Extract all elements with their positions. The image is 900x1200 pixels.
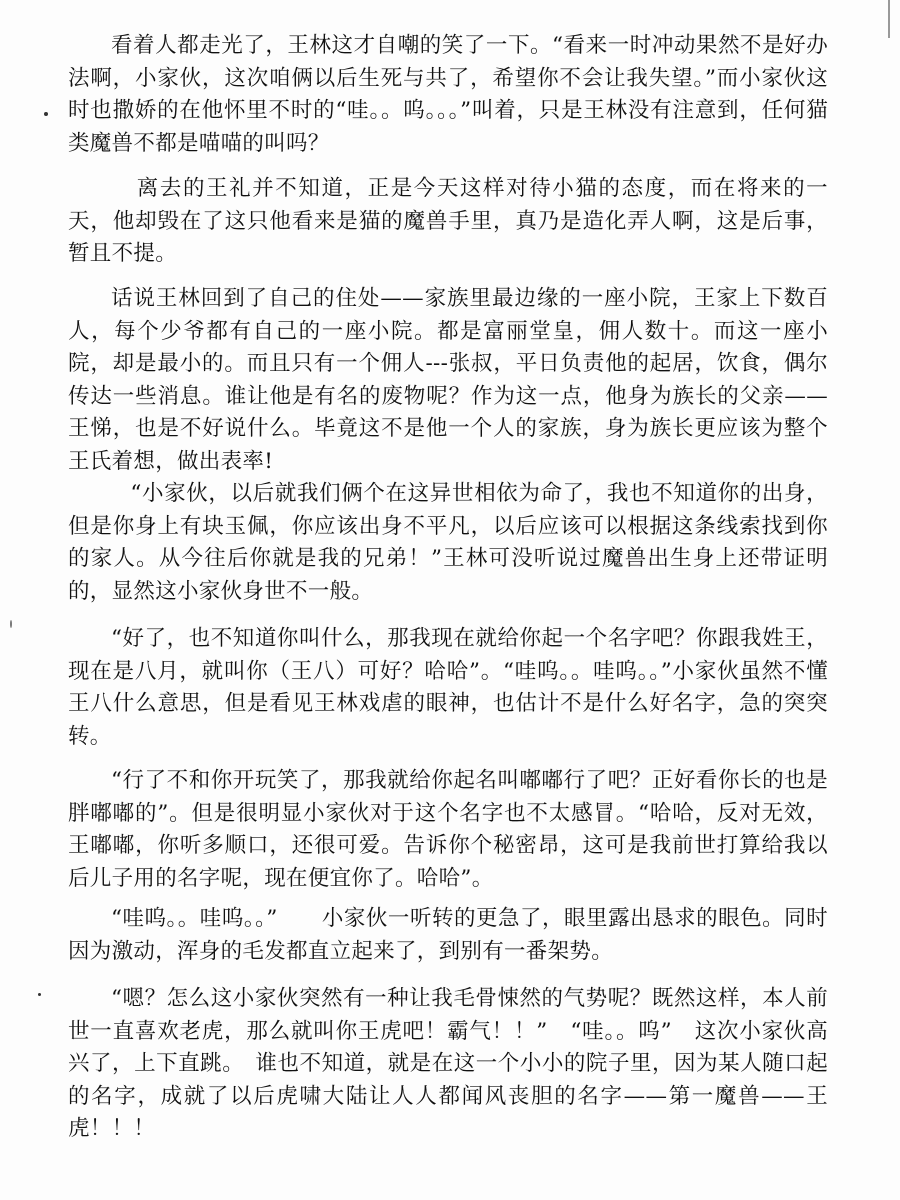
paragraph-5: “好了，也不知道你叫什么，那我现在就给你起一个名字吧？你跟我姓王，现在是八月，就叫你（王八）可好？哈哈”。“哇呜。。哇呜。。”小家伙虽然不懂王八什么意思，但是看见王林戏虐的眼神，也估计不是什么好名字，急的突突转。	[68, 626, 828, 749]
scan-speck	[44, 112, 48, 116]
paragraph-7: “哇呜。。哇呜。。” 小家伙一听转的更急了，眼里露出恳求的眼色。同时因为激动，浑身的毛发都直立起来了，到别有一番架势。	[68, 906, 828, 964]
paragraph-6: “行了不和你开玩笑了，那我就给你起名叫嘟嘟行了吧？正好看你长的也是胖嘟嘟的”。但是很明显小家伙对于这个名字也不太感冒。“哈哈，反对无效，王嘟嘟，你听多顺口，还很可爱。告诉你个秘密昂，这可是我前世打算给我以后儿子用的名字呢，现在便宜你了。哈哈”。	[68, 768, 828, 891]
paragraph-8: “嗯？怎么这小家伙突然有一种让我毛骨悚然的气势呢？既然这样，本人前世一直喜欢老虎，那么就叫你王虎吧！霸气！！” “哇。。呜” 这次小家伙高兴了，上下直跳。 谁也不知道，就是在这一个小小的院子里，因为某人随口起的名字，成就了以后虎啸大陆让人人都闻风丧胆的名字——第一魔兽——王虎！！！	[68, 986, 828, 1141]
scan-speck	[38, 993, 41, 996]
paragraph-2: 离去的王礼并不知道，正是今天这样对待小猫的态度，而在将来的一天，他却毁在了这只他看来是猫的魔兽手里，真乃是造化弄人啊，这是后事，暂且不提。	[68, 176, 828, 266]
paragraph-4: “小家伙，以后就我们俩个在这异世相依为命了，我也不知道你的出身，但是你身上有块玉佩，你应该出身不平凡，以后应该可以根据这条线索找到你的家人。从今往后你就是我的兄弟！”王林可没听说过魔兽出生身上还带证明的，显然这小家伙身世不一般。	[68, 481, 828, 604]
paragraph-1: 看着人都走光了，王林这才自嘲的笑了一下。“看来一时冲动果然不是好办法啊，小家伙，这次咱俩以后生死与共了，希望你不会让我失望。”而小家伙这时也撒娇的在他怀里不时的“哇。。呜。。。”叫着，只是王林没有注意到，任何猫类魔兽不都是喵喵的叫吗？	[68, 33, 828, 156]
scan-speck	[10, 620, 12, 628]
scan-edge-mark	[888, 0, 898, 38]
paragraph-3: 话说王林回到了自己的住处——家族里最边缘的一座小院，王家上下数百人，每个少爷都有自己的一座小院。都是富丽堂皇，佣人数十。而这一座小院，却是最小的。而且只有一个佣人---张叔，平日负责他的起居，饮食，偶尔传达一些消息。谁让他是有名的废物呢？作为这一点，他身为族长的父亲——王悌，也是不好说什么。毕竟这不是他一个人的家族，身为族长更应该为整个王氏着想，做出表率!	[68, 286, 828, 474]
